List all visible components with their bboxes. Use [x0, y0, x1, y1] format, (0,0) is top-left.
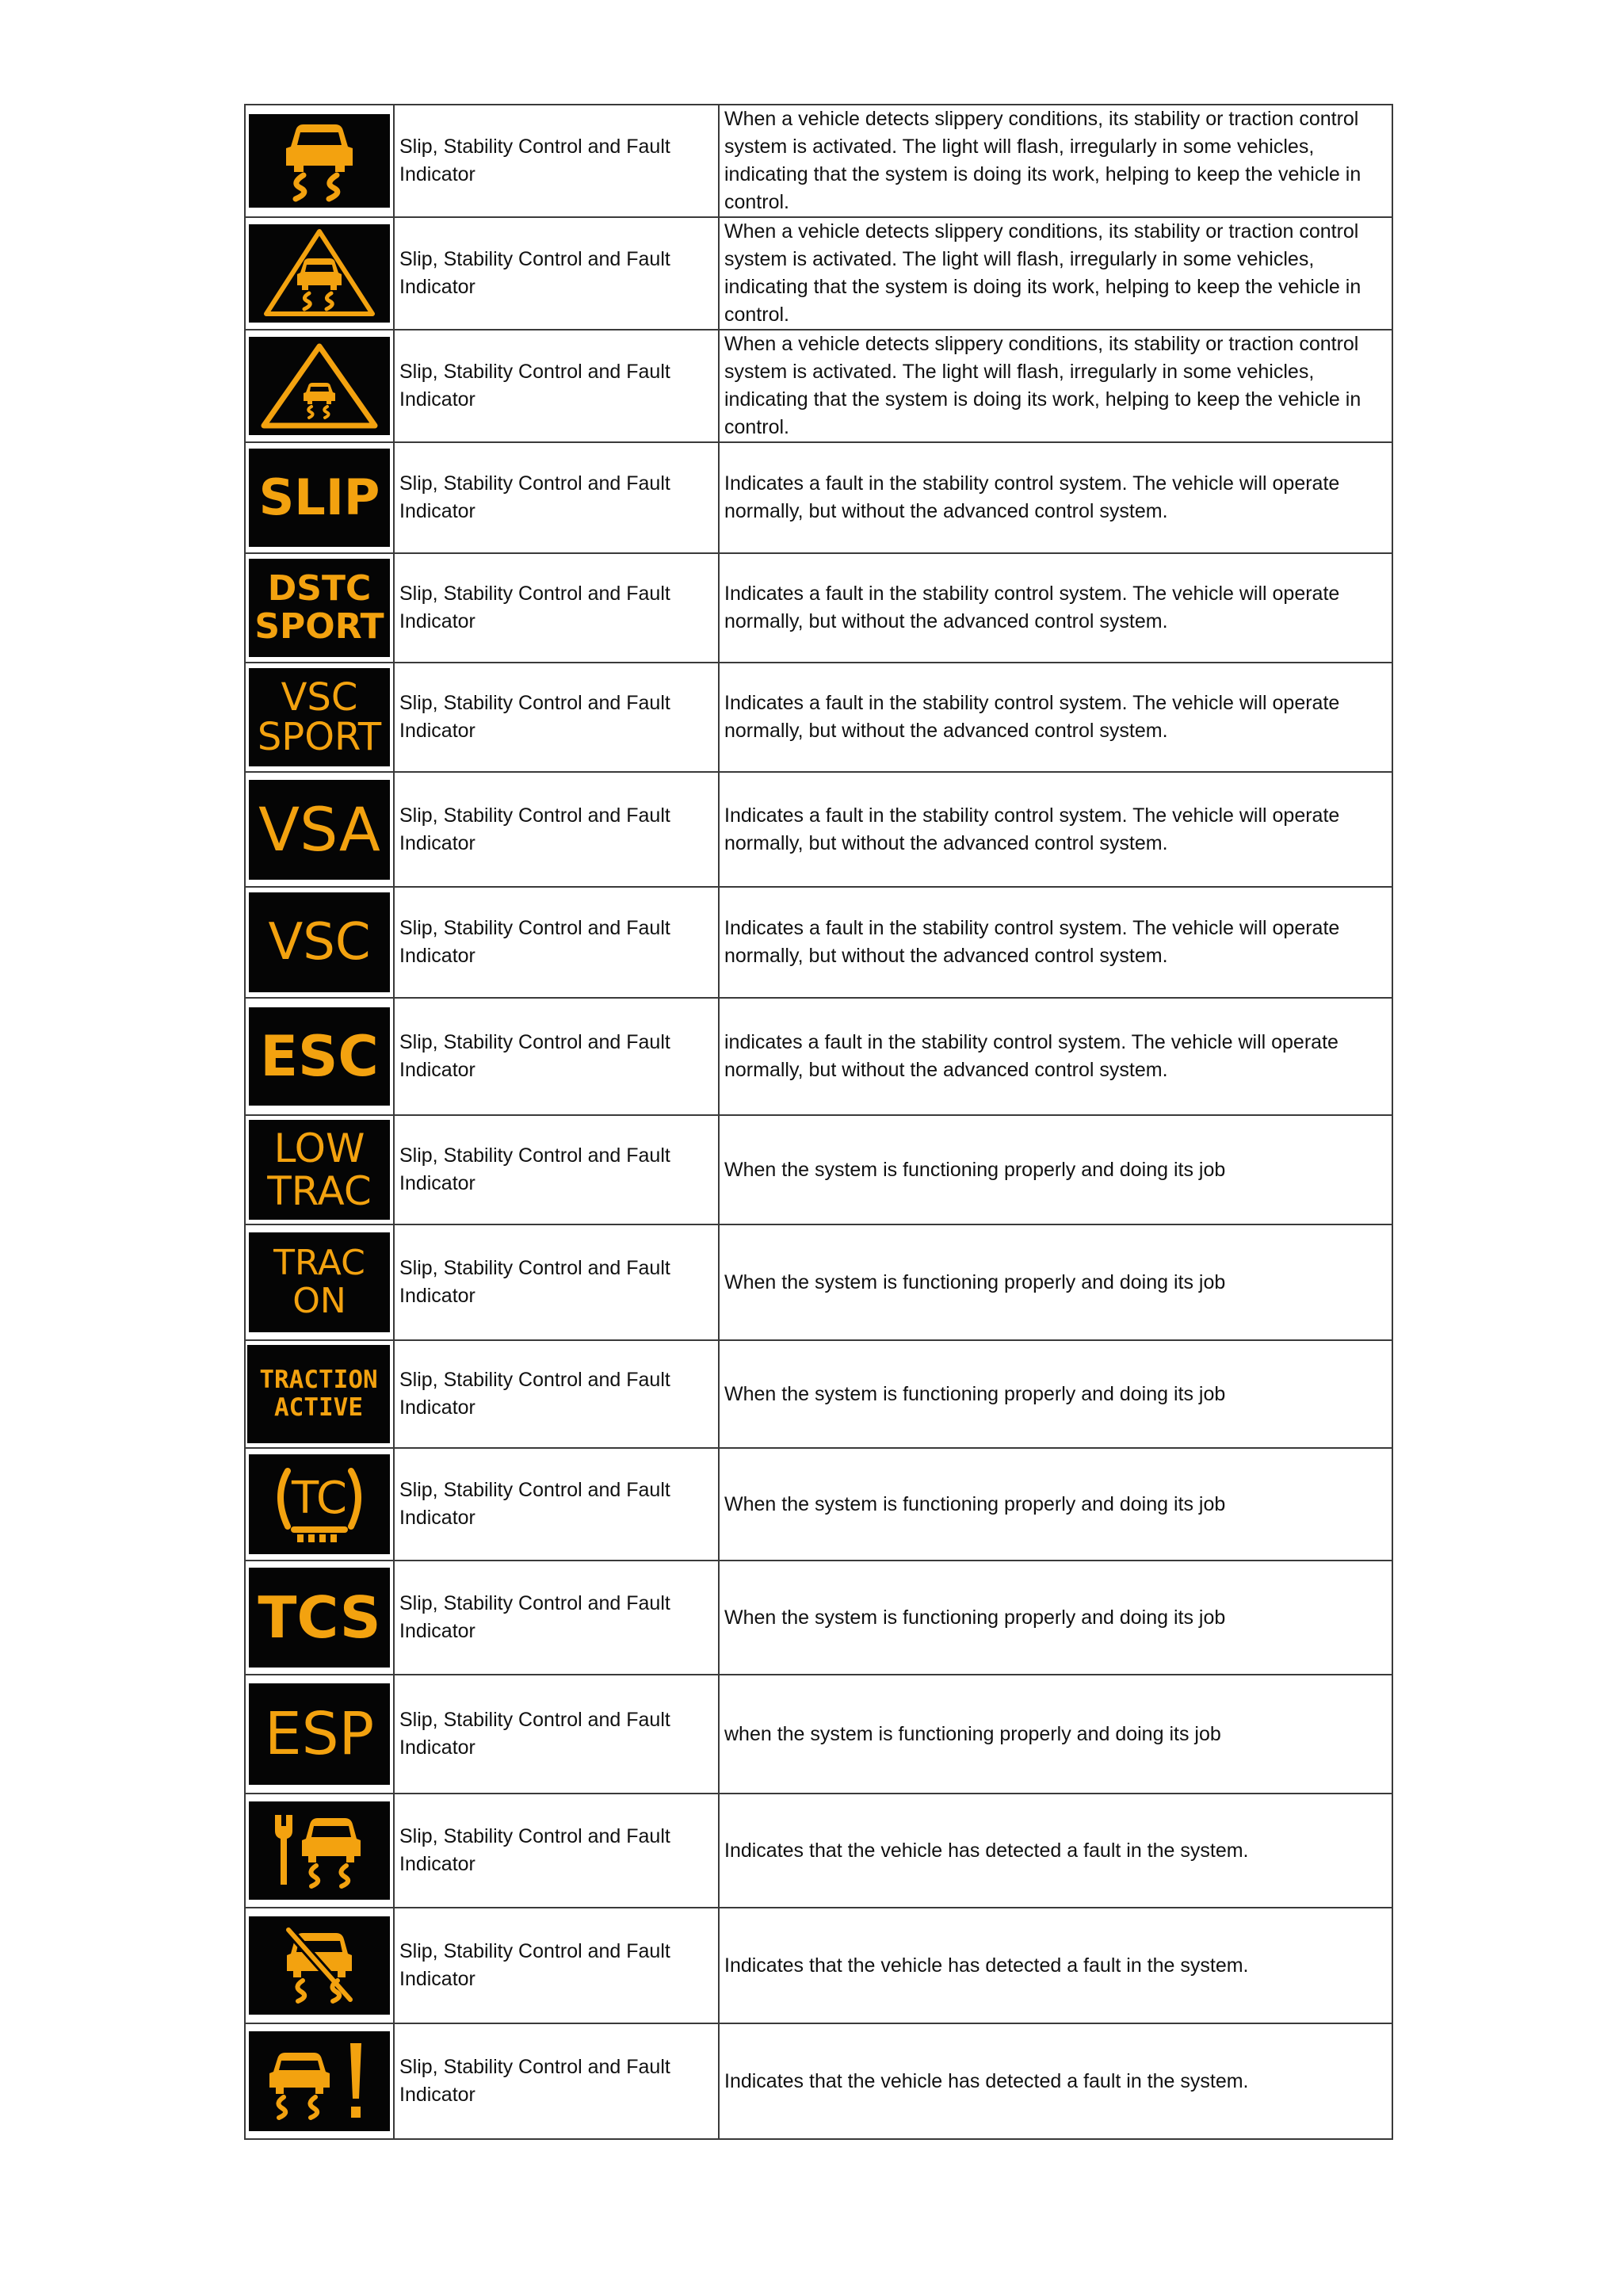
table-row: [245, 1115, 1392, 1224]
indicator-description: Indicates that the vehicle has detected a fault in the system.: [724, 1954, 1249, 1977]
indicator-name: Slip, Stability Control and Fault Indicator: [399, 136, 670, 185]
skid-car-off-icon: [249, 1916, 390, 2015]
table-row: [245, 772, 1392, 887]
indicator-description: When the system is functioning properly and doing its job: [724, 1382, 1226, 1405]
indicator-description: indicates a fault in the stability control system. The vehicle will operate normally, but without the advanced control system.: [724, 1031, 1338, 1081]
indicator-description: Indicates that the vehicle has detected a fault in the system.: [724, 1839, 1249, 1862]
table-row: [245, 2023, 1392, 2139]
indicator-name: Slip, Stability Control and Fault Indicator: [399, 1592, 670, 1642]
indicator-name: Slip, Stability Control and Fault Indicator: [399, 472, 670, 522]
table-row: [245, 1675, 1392, 1794]
tc-tire-icon: TC: [249, 1454, 390, 1554]
indicator-description: When the system is functioning properly and doing its job: [724, 1270, 1226, 1293]
table-row: [245, 887, 1392, 998]
indicator-description: When a vehicle detects slippery conditions, its stability or traction control system is activated. The light will flash, irregularly in some vehicles, indicating that the system is doing its work, helping to keep the vehicle in control.: [724, 220, 1361, 326]
table-row: [245, 1561, 1392, 1675]
table-row: [245, 1448, 1392, 1561]
indicator-name: Slip, Stability Control and Fault Indicator: [399, 583, 670, 632]
indicator-description: Indicates a fault in the stability control system. The vehicle will operate normally, but without the advanced control system.: [724, 804, 1340, 854]
indicator-description: Indicates a fault in the stability control system. The vehicle will operate normally, but without the advanced control system.: [724, 917, 1340, 967]
table-row: [245, 330, 1392, 442]
indicator-description: When the system is functioning properly and doing its job: [724, 1158, 1226, 1181]
wrench-skid-car-icon: [249, 1801, 390, 1900]
indicator-name: Slip, Stability Control and Fault Indicator: [399, 1257, 670, 1307]
low-trac-text-icon: LOW TRAC: [249, 1120, 390, 1220]
tcs-text-icon: TCS: [249, 1568, 390, 1668]
skid-car-icon: [249, 114, 390, 208]
indicator-name: Slip, Stability Control and Fault Indicator: [399, 1825, 670, 1875]
table-row: [245, 442, 1392, 553]
traction-active-text-icon: TRACTION ACTIVE: [247, 1345, 390, 1443]
skid-car-warning-triangle-icon: [249, 337, 390, 435]
table-row: [245, 217, 1392, 330]
indicator-description: When the system is functioning properly and doing its job: [724, 1606, 1226, 1629]
indicator-name: Slip, Stability Control and Fault Indicator: [399, 1940, 670, 1990]
table-row: [245, 1224, 1392, 1340]
slip-text-icon: SLIP: [249, 449, 390, 547]
esc-text-icon: ESC: [249, 1007, 390, 1106]
indicator-name: Slip, Stability Control and Fault Indicator: [399, 1479, 670, 1529]
indicator-name: Slip, Stability Control and Fault Indicator: [399, 692, 670, 742]
indicator-description: when the system is functioning properly and doing its job: [724, 1722, 1221, 1745]
indicator-name: Slip, Stability Control and Fault Indicator: [399, 917, 670, 967]
indicator-description: When the system is functioning properly and doing its job: [724, 1492, 1226, 1515]
indicator-description: When a vehicle detects slippery conditions, its stability or traction control system is activated. The light will flash, irregularly in some vehicles, indicating that the system is doing its work, helping to keep the vehicle in control.: [724, 333, 1361, 438]
vsa-text-icon: VSA: [249, 780, 390, 880]
table-row: [245, 105, 1392, 217]
table-row: [245, 663, 1392, 772]
indicator-name: Slip, Stability Control and Fault Indicator: [399, 1144, 670, 1194]
indicator-description: Indicates that the vehicle has detected a fault in the system.: [724, 2069, 1249, 2092]
indicator-description: When a vehicle detects slippery conditions, its stability or traction control system is activated. The light will flash, irregularly in some vehicles, indicating that the system is doing its work, helping to keep the vehicle in control.: [724, 108, 1361, 213]
table-row: [245, 1908, 1392, 2023]
dstc-sport-text-icon: DSTC SPORT: [249, 559, 390, 657]
indicator-name: Slip, Stability Control and Fault Indicator: [399, 1709, 670, 1759]
table-row: [245, 1340, 1392, 1448]
indicator-name: Slip, Stability Control and Fault Indicator: [399, 1031, 670, 1081]
indicator-name: Slip, Stability Control and Fault Indicator: [399, 248, 670, 298]
indicator-name: Slip, Stability Control and Fault Indicator: [399, 361, 670, 411]
vsc-sport-text-icon: VSC SPORT: [249, 668, 390, 766]
indicator-table: [244, 104, 1393, 2140]
indicator-description: Indicates a fault in the stability control system. The vehicle will operate normally, but without the advanced control system.: [724, 472, 1340, 522]
skid-car-triangle-icon: [249, 224, 390, 323]
trac-on-text-icon: TRAC ON: [249, 1232, 390, 1332]
indicator-description: Indicates a fault in the stability control system. The vehicle will operate normally, but without the advanced control system.: [724, 692, 1340, 742]
indicator-description: Indicates a fault in the stability control system. The vehicle will operate normally, but without the advanced control system.: [724, 583, 1340, 632]
indicator-name: Slip, Stability Control and Fault Indicator: [399, 1369, 670, 1419]
skid-car-exclamation-icon: [249, 2031, 390, 2131]
table-row: [245, 553, 1392, 663]
table-row: [245, 1794, 1392, 1908]
indicator-name: Slip, Stability Control and Fault Indicator: [399, 804, 670, 854]
indicator-name: Slip, Stability Control and Fault Indicator: [399, 2056, 670, 2106]
vsc-text-icon: VSC: [249, 892, 390, 992]
esp-text-icon: ESP: [249, 1683, 390, 1785]
table-row: [245, 998, 1392, 1115]
